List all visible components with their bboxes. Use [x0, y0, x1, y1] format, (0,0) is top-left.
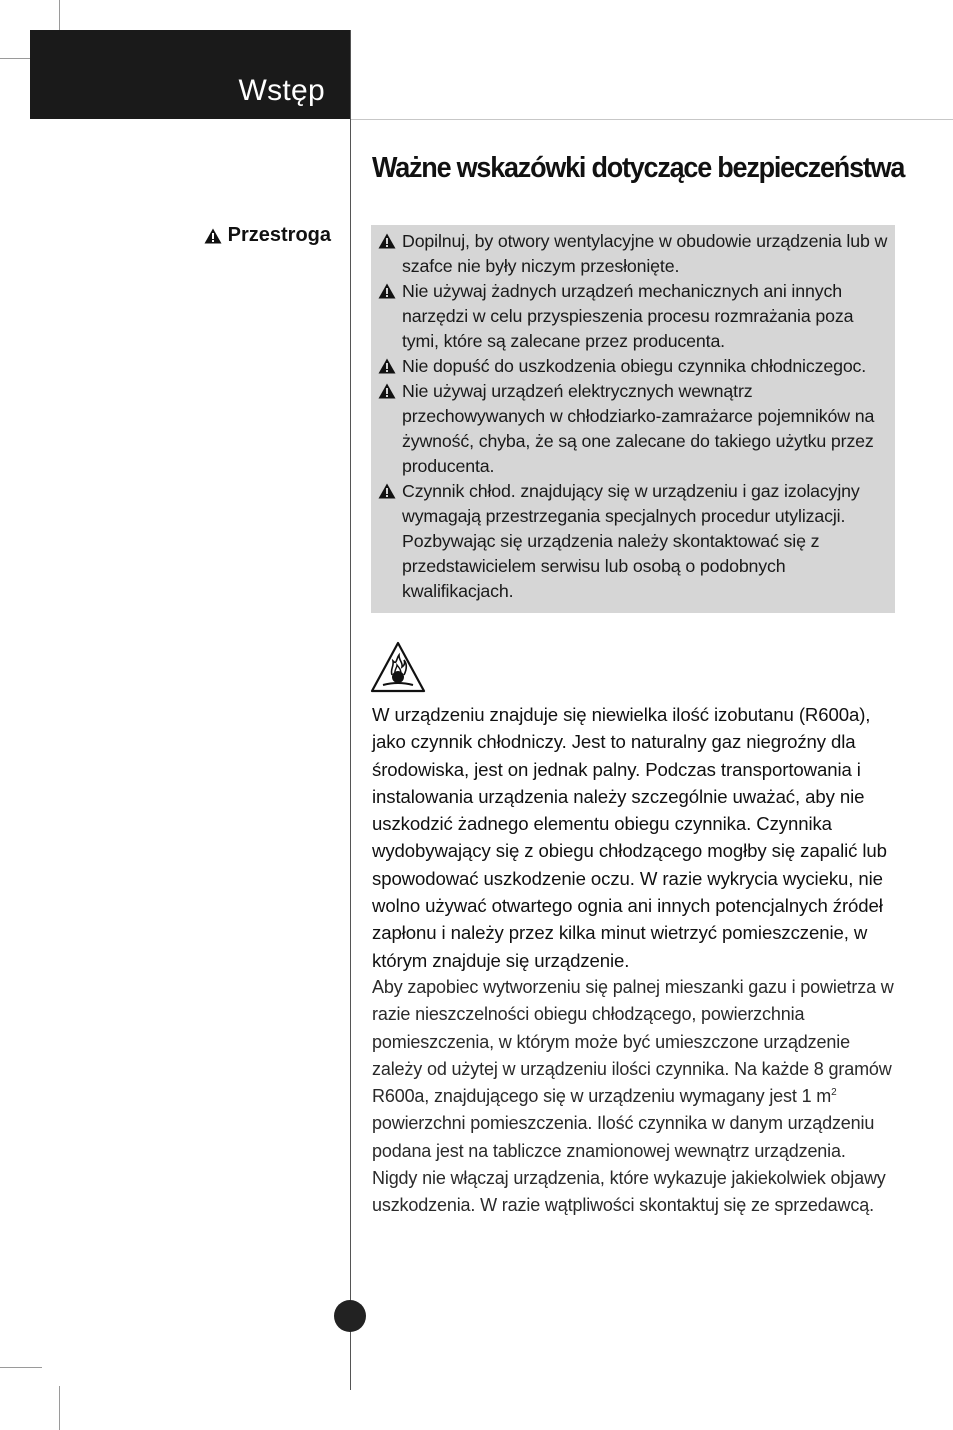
caution-item [377, 479, 889, 604]
caution-item-text: Nie używaj żadnych urządzeń mechanicznych ani innych narzędzi w celu przyspieszenia procesu rozmrażania poza tymi, które są zalecane przez producenta. [402, 281, 854, 351]
caution-item-text: Dopilnuj, by otwory wentylacyjne w obudowie urządzenia lub w szafce nie były niczym przesłonięte. [402, 231, 888, 276]
paragraph: Nigdy nie włączaj urządzenia, które wykazuje jakiekolwiek objawy uszkodzenia. W razie wątpliwości skontaktuj się ze sprzedawcą. [372, 1168, 886, 1216]
caution-item-text: Czynnik chłod. znajdujący się w urządzeniu i gaz izolacyjny wymagają przestrzegania specjalnych procedur utylizacji. Pozbywając się urządzenia należy skontaktować się z przedstawicielem serwisu lub osobą o podobnych kwalifikacjach. [402, 481, 860, 601]
caution-item [377, 379, 889, 479]
caution-item-text: Nie używaj urządzeń elektrycznych wewnątrz przechowywanych w chłodziarko-zamrażarce pojemników na żywność, chyba, że są one zalecane do takiego użytku przez producenta. [402, 381, 875, 476]
caution-item-text: Nie dopuść do uszkodzenia obiegu czynnika chłodniczegoc. [402, 356, 867, 376]
warning-triangle-icon [204, 228, 222, 244]
flammable-info-text [372, 701, 897, 1220]
paragraph: W urządzeniu znajduje się niewielka ilość izobutanu (R600a), jako czynnik chłodniczy. Jest to naturalny gaz niegroźny dla środowiska, jest on jednak palny. Podczas transportowania i instalowania urządzenia należy szczególnie uważać, aby nie uszkodzić żadnego elementu obiegu czynnika. Czynnika wydobywający się z obiegu chłodzącego mogłby się zapalić lub spowodować uszkodzenie oczu. W razie wykrycia wycieku, nie wolno używać otwartego ognia ani innych potencjalnych źródeł zapłonu i należy przez kilka minut wietrzyć pomieszczenie, w którym znajduje się urządzenie. [372, 704, 887, 971]
caution-item [377, 354, 889, 379]
section-title: Ważne wskazówki dotyczące bezpieczeństwa [372, 152, 905, 184]
warning-triangle-icon [378, 233, 396, 249]
caution-item [377, 279, 889, 354]
caution-label-text: Przestroga [227, 224, 331, 246]
caution-label [204, 224, 331, 247]
crop-mark [0, 1367, 42, 1368]
warning-triangle-icon [378, 358, 396, 374]
chapter-header-bar [30, 30, 351, 119]
page-marker-dot [334, 1300, 366, 1332]
column-divider [350, 30, 351, 1390]
paragraph: Aby zapobiec wytworzeniu się palnej mieszanki gazu i powietrza w razie nieszczelności obiegu chłodzącego, powierzchnia pomieszczenia, w którym może być umieszczone urządzenie zależy od użytej w urządzeniu ilości czynnika. Na każde 8 gramów R600a, znajdującego się w urządzeniu wymagany jest 1 $m^2$ powierzchni pomieszczenia. Ilość czynnika w danym urządzeniu podana jest na tabliczce znamionowej wewnątrz urządzenia. [372, 976, 894, 1161]
chapter-title: Wstęp [238, 74, 325, 107]
warning-triangle-icon [378, 283, 396, 299]
flammable-warning-icon [370, 641, 426, 693]
crop-mark [0, 58, 30, 59]
header-divider [351, 119, 953, 120]
caution-box [371, 225, 895, 613]
warning-triangle-icon [378, 383, 396, 399]
crop-mark [59, 0, 60, 30]
warning-triangle-icon [378, 483, 396, 499]
crop-mark [59, 1386, 60, 1430]
caution-item [377, 229, 889, 279]
superscript: 2 [831, 1087, 837, 1099]
